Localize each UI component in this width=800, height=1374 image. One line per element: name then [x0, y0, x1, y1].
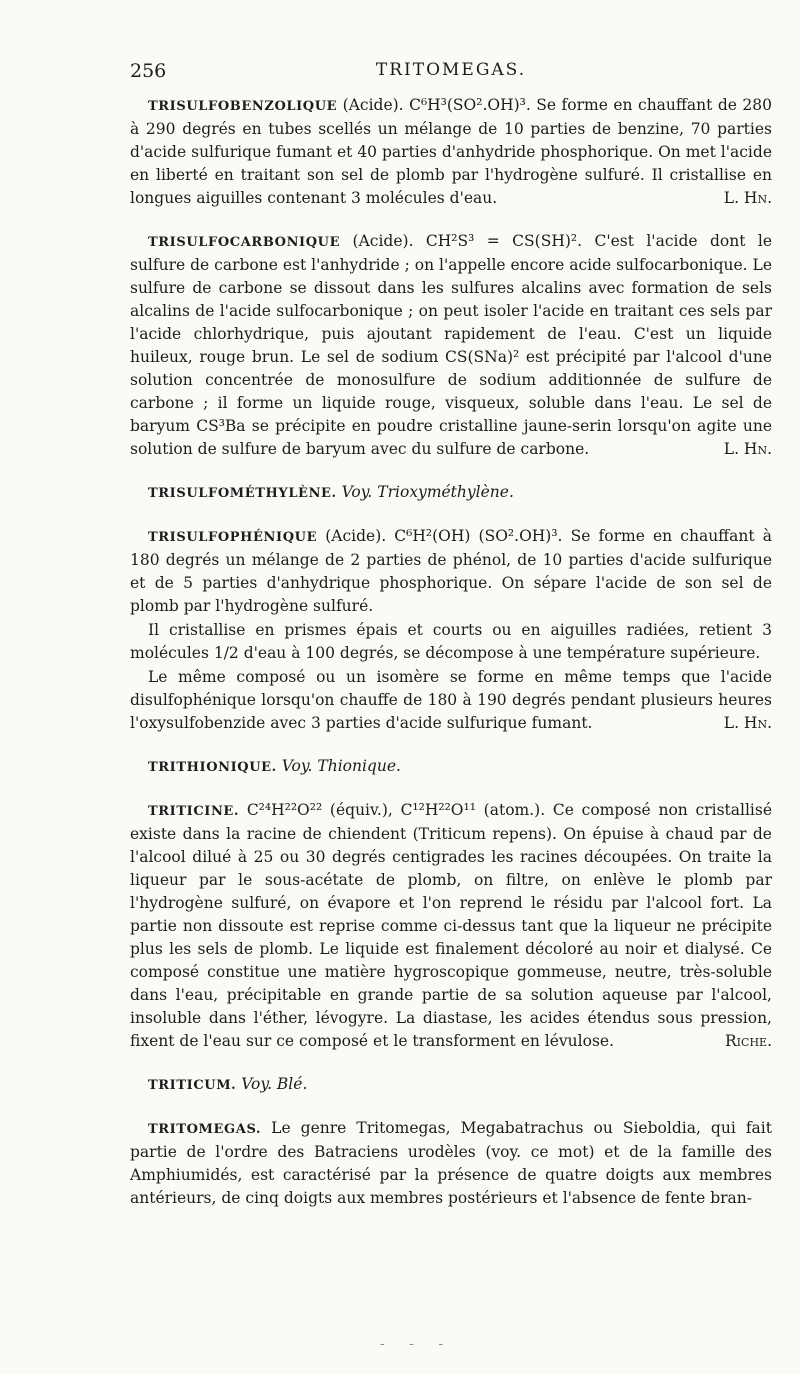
footer-marks: - - - [380, 1336, 454, 1352]
headword: TRISULFOCARBONIQUE [148, 235, 341, 250]
entry-paragraph [130, 481, 772, 505]
entry-paragraph [130, 525, 772, 618]
headword: TRITICUM. [148, 1078, 237, 1093]
page-header [130, 60, 772, 84]
entry-text: (Acide). CH²S³ = CS(SH)². C'est l'acide dont le sulfure de carbone est l'anhydride ; on l'appelle encore acide sulfocarbonique. Le sulfure de carbone se dissout dans les sulfures alcalins avec formation de sels alcalins de l'acide sulfocarbonique ; on peut isoler l'acide en traitant ces sels par l'acide chlorhydrique, puis ajoutant rapidement de l'eau. C'est un liquide huileux, rouge brun. Le sel de sodium CS(SNa)² est précipité par l'alcool d'une solution concentrée de monosulfure de sodium additionnée de sulfure de carbone ; il forme un liquide rouge, visqueux, soluble dans l'eau. Le sel de baryum CS³Ba se précipite en poudre cristalline jaune-serin lorsqu'on agite une solution de sulfure de baryum avec du sulfure de carbone. [130, 232, 772, 458]
entry-trisulfophenique [130, 525, 772, 735]
author-signature: L. Hn. [723, 189, 772, 207]
entry-paragraph [130, 666, 772, 735]
author-signature: L. Hn. [723, 714, 772, 732]
headword: TRITOMEGAS. [148, 1122, 262, 1137]
entry-paragraph [130, 1117, 772, 1210]
headword: TRISULFOMÉTHYLÈNE. [148, 486, 337, 501]
entry-paragraph [130, 94, 772, 210]
cross-reference: Voy. Trioxyméthylène. [341, 483, 514, 501]
entry-paragraph: Il cristallise en prismes épais et courts ou en aiguilles radiées, retient 3 molécules 1/2 d'eau à 100 degrés, se décompose à une température supérieure. [130, 621, 772, 662]
page-number: 256 [130, 60, 167, 82]
entry-text: (Acide). C⁶H²(OH) (SO².OH)³. Se forme en chauffant à 180 degrés un mélange de 2 parties de phénol, de 10 parties d'acide sulfurique et de 5 parties d'anhydrique phosphorique. On sépare l'acide de son sel de plomb par l'hydrogène sulfuré. [130, 527, 773, 615]
dictionary-content [130, 94, 772, 1230]
entry-text: C²⁴H²²O²² (équiv.), C¹²H²²O¹¹ (atom.). Ce composé non cristallisé existe dans la racine de chiendent (Triticum repens). On épuise à chaud par de l'alcool dilué à 25 ou 30 degrés centigrades les racines découpées. On traite la liqueur par le sous-acétate de plomb, on filtre, on enlève le plomb par l'hydrogène sulfuré, on évapore et l'on reprend le résidu par l'alcool fort. La partie non dissoute est reprise comme ci-dessus tant que la liqueur ne précipite plus les sels de plomb. Le liquide est finalement décoloré au noir et dialysé. Ce composé constitue une matière hygroscopique gommeuse, neutre, très-soluble dans l'eau, précipitable en grande partie de sa solution aqueuse par l'alcool, insoluble dans l'éther, lévogyre. La diastase, les acides étendus sous pression, fixent de l'eau sur ce composé et le transforment en lévulose. [130, 801, 772, 1050]
cross-reference: Voy. Blé. [241, 1075, 308, 1093]
entry-paragraph [130, 799, 772, 1053]
entry-triticine [130, 799, 772, 1053]
entry-text: Le même composé ou un isomère se forme en même temps que l'acide disulfophénique lorsqu'on chauffe de 180 à 190 degrés pendant plusieurs heures l'oxysulfobenzide avec 3 parties d'acide sulfurique fumant. [130, 668, 772, 732]
entry-triticum [130, 1073, 772, 1097]
entry-paragraph [130, 755, 772, 779]
entry-tritomegas [130, 1117, 772, 1210]
author-signature: L. Hn. [723, 440, 772, 458]
headword: TRISULFOBENZOLIQUE [148, 99, 338, 114]
cross-reference: Voy. Thionique. [281, 757, 401, 775]
entry-trisulfobenzolique [130, 94, 772, 210]
entry-trisulfomethylene [130, 481, 772, 505]
headword: TRISULFOPHÉNIQUE [148, 530, 318, 545]
entry-paragraph [130, 1073, 772, 1097]
entry-trisulfocarbonique [130, 230, 772, 461]
entry-text: Le genre Tritomegas, Megabatrachus ou Sieboldia, qui fait partie de l'ordre des Batraciens urodèles (voy. ce mot) et de la famille des Amphiumidés, est caractérisé par la présence de quatre doigts aux membres antérieurs, de cinq doigts aux membres postérieurs et l'absence de fente bran- [130, 1119, 772, 1207]
running-title: TRITOMEGAS. [375, 60, 527, 80]
author-signature: Riche. [725, 1032, 772, 1050]
headword: TRITHIONIQUE. [148, 760, 277, 775]
headword: TRITICINE. [148, 804, 240, 819]
entry-trithionique [130, 755, 772, 779]
entry-paragraph [130, 230, 772, 461]
entry-text: (Acide). C⁶H³(SO².OH)³. Se forme en chauffant de 280 à 290 degrés en tubes scellés un mélange de 10 parties de benzine, 70 parties d'acide sulfurique fumant et 40 parties d'anhydride phosphorique. On met l'acide en liberté en traitant son sel de plomb par l'hydrogène sulfuré. Il cristallise en longues aiguilles contenant 3 molécules d'eau. [130, 96, 772, 207]
